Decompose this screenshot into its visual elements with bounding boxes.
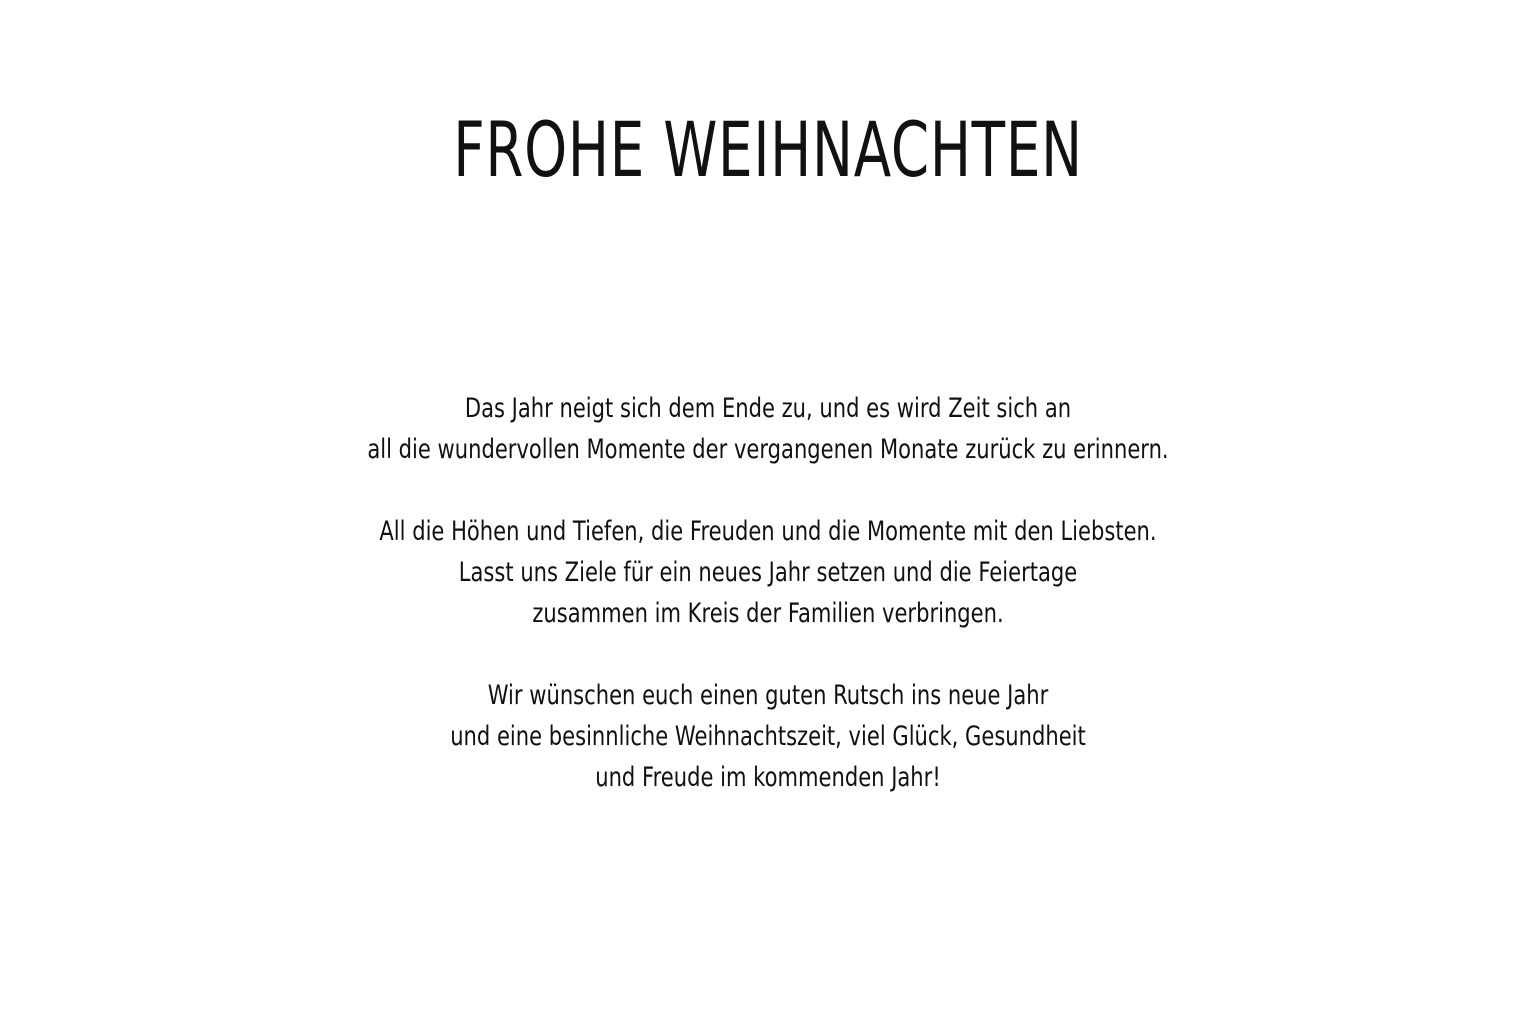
message-line: und eine besinnliche Weihnachtszeit, viel Glück, Gesundheit — [450, 721, 1086, 752]
message-paragraph-2 — [0, 511, 1536, 634]
message-line: und Freude im kommenden Jahr! — [595, 762, 941, 793]
paragraph-spacer — [0, 470, 1536, 511]
message-line: zusammen im Kreis der Familien verbringen. — [532, 598, 1004, 629]
message-paragraph-1 — [0, 388, 1536, 470]
message-line: all die wundervollen Momente der vergangenen Monate zurück zu erinnern. — [367, 434, 1169, 465]
message-line: Wir wünschen euch einen guten Rutsch ins neue Jahr — [487, 680, 1049, 711]
message-line: All die Höhen und Tiefen, die Freuden und die Momente mit den Liebsten. — [379, 516, 1157, 547]
message-paragraph-3 — [0, 675, 1536, 798]
card-message — [0, 388, 1536, 798]
card-title: FROHE WEIHNACHTEN — [453, 105, 1083, 194]
message-line: Lasst uns Ziele für ein neues Jahr setzen und die Feiertage — [458, 557, 1078, 588]
paragraph-spacer — [0, 634, 1536, 675]
message-line: Das Jahr neigt sich dem Ende zu, und es wird Zeit sich an — [464, 393, 1072, 424]
